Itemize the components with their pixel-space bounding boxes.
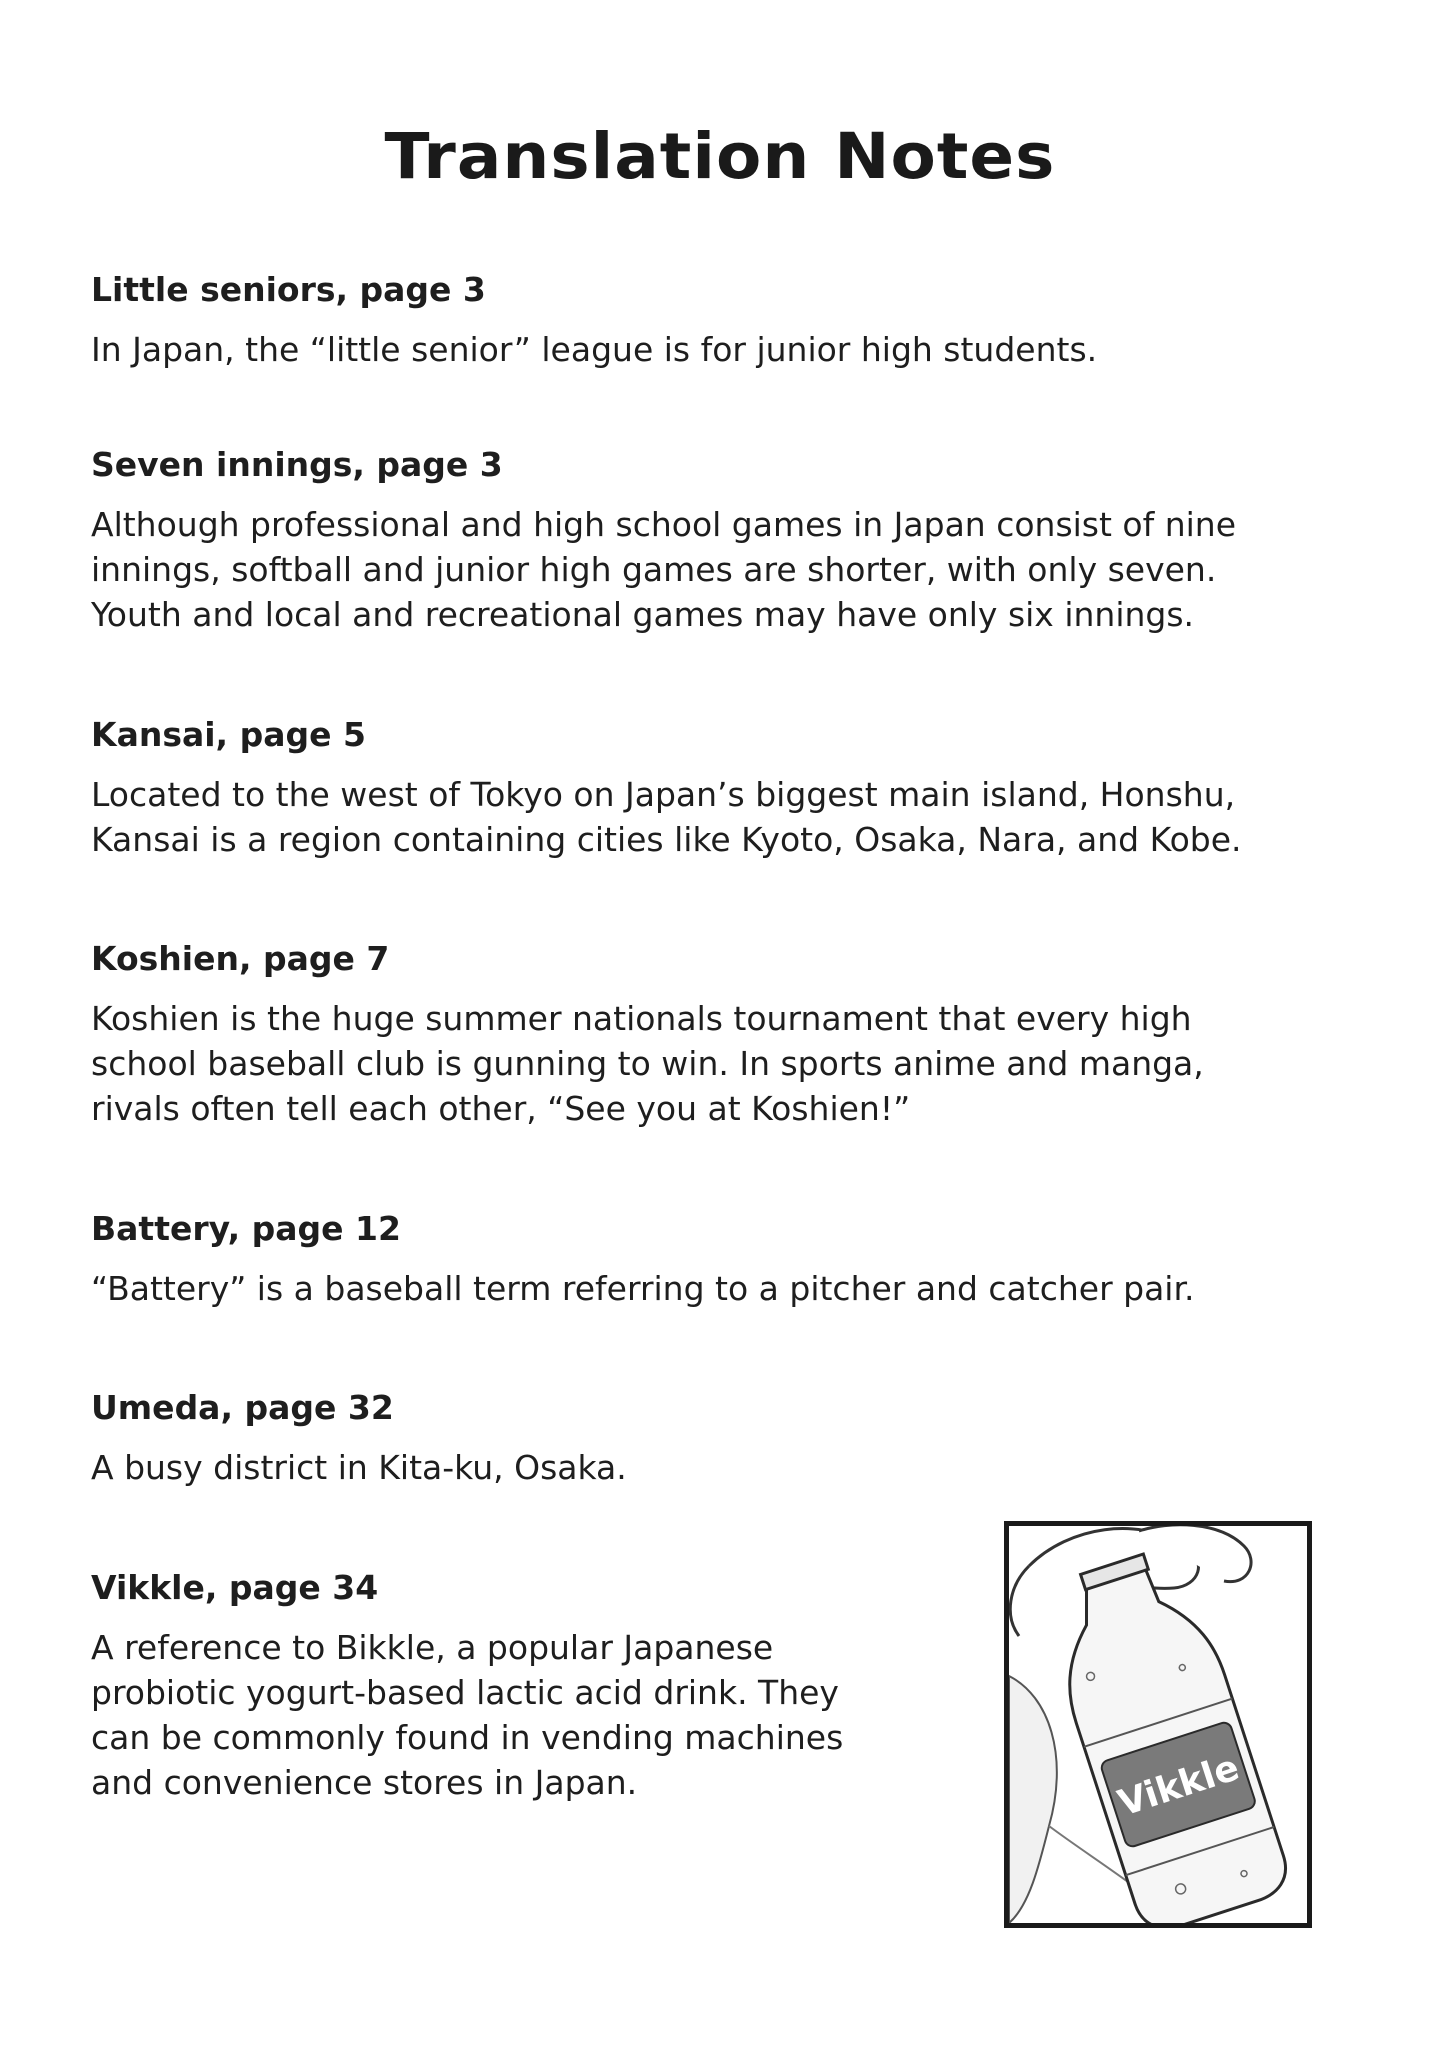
note-seven-innings	[91, 443, 1236, 637]
note-heading: Seven innings, page 3	[91, 445, 503, 484]
note-body	[91, 327, 1097, 372]
page-title: Translation Notes	[384, 119, 1056, 194]
note-heading: Umeda, page 32	[91, 1388, 394, 1427]
note-heading: Koshien, page 7	[91, 939, 390, 978]
vikkle-bottle-illustration	[1004, 1521, 1312, 1928]
note-line: A busy district in Kita-ku, Osaka.	[91, 1448, 627, 1487]
background-shape	[1009, 1676, 1057, 1923]
bottle	[1033, 1542, 1294, 1923]
note-heading: Little seniors, page 3	[91, 270, 486, 309]
note-body	[91, 1625, 843, 1805]
note-line: and convenience stores in Japan.	[91, 1763, 638, 1802]
note-line: probiotic yogurt-based lactic acid drink. They	[91, 1673, 839, 1712]
note-line: Koshien is the huge summer nationals tournament that every high	[91, 999, 1192, 1038]
note-koshien	[91, 937, 1204, 1131]
note-body	[91, 1445, 627, 1490]
note-battery	[91, 1207, 1195, 1311]
bottle-drawing	[1009, 1526, 1307, 1923]
note-line: Youth and local and recreational games may have only six innings.	[91, 595, 1195, 634]
note-line: “Battery” is a baseball term referring to a pitcher and catcher pair.	[91, 1269, 1195, 1308]
note-line: A reference to Bikkle, a popular Japanese	[91, 1628, 774, 1667]
note-vikkle	[91, 1566, 843, 1805]
note-kansai	[91, 713, 1242, 862]
note-umeda	[91, 1386, 627, 1490]
note-little-seniors	[91, 268, 1097, 372]
note-heading: Kansai, page 5	[91, 715, 366, 754]
bottle-body	[1036, 1551, 1294, 1923]
note-line: rivals often tell each other, “See you at Koshien!”	[91, 1089, 911, 1128]
note-line: innings, softball and junior high games are shorter, with only seven.	[91, 550, 1217, 589]
note-body	[91, 1266, 1195, 1311]
note-line: Kansai is a region containing cities like Kyoto, Osaka, Nara, and Kobe.	[91, 820, 1242, 859]
bottle-label-text: Vikkle	[1113, 1747, 1245, 1825]
note-line: Located to the west of Tokyo on Japan’s biggest main island, Honshu,	[91, 775, 1236, 814]
note-line: school baseball club is gunning to win. In sports anime and manga,	[91, 1044, 1204, 1083]
note-body	[91, 502, 1236, 637]
note-heading: Vikkle, page 34	[91, 1568, 379, 1607]
note-line: can be commonly found in vending machines	[91, 1718, 844, 1757]
note-body	[91, 772, 1242, 862]
note-line: Although professional and high school games in Japan consist of nine	[91, 505, 1237, 544]
note-line: In Japan, the “little senior” league is for junior high students.	[91, 330, 1098, 369]
note-heading: Battery, page 12	[91, 1209, 401, 1248]
hand-palm	[1010, 1566, 1029, 1636]
note-body	[91, 996, 1204, 1131]
